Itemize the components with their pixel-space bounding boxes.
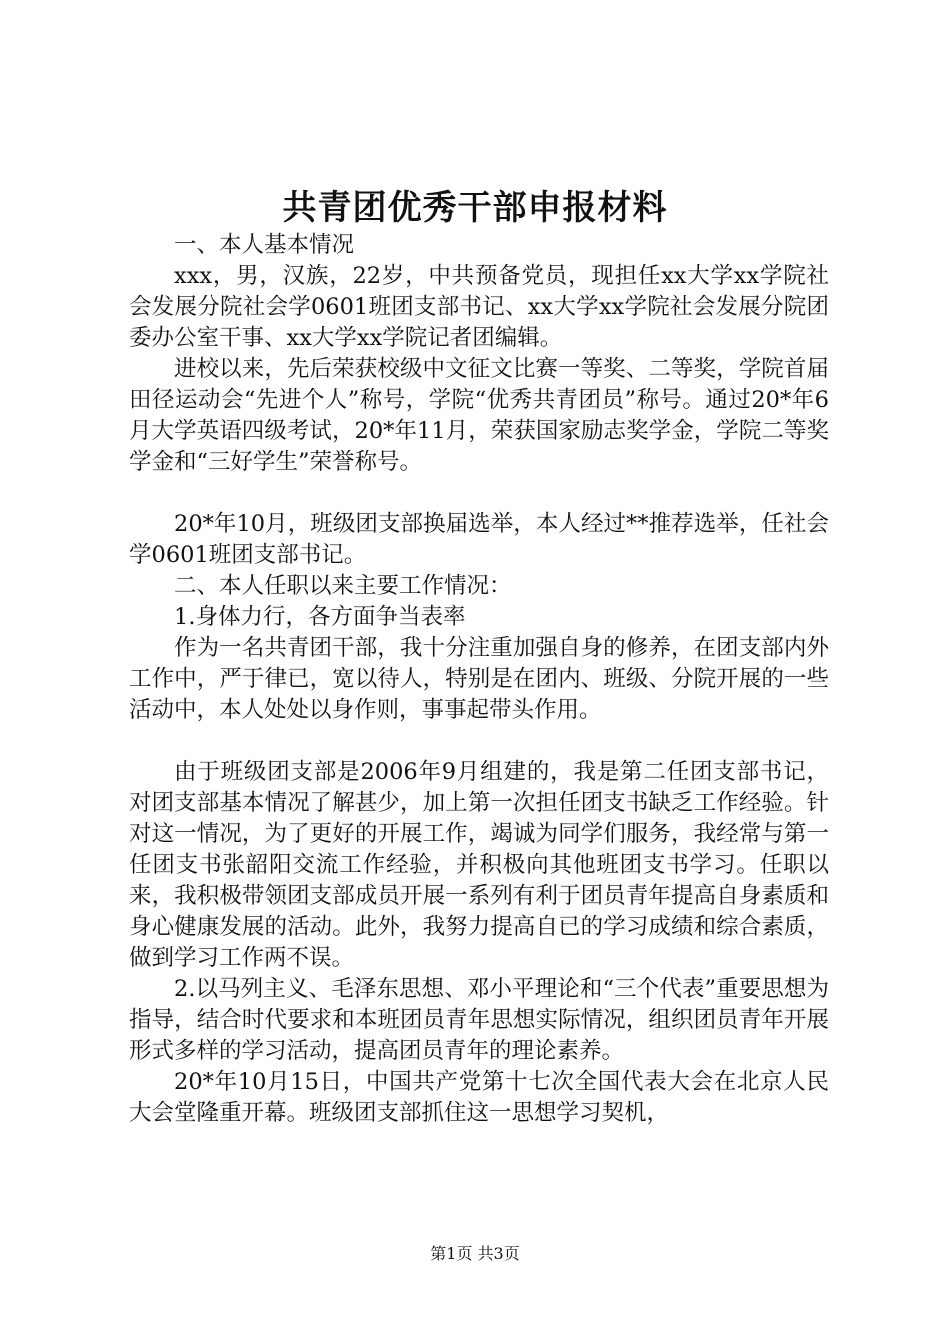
paragraph-awards: 进校以来，先后荣获校级中文征文比赛一等奖、二等奖，学院首届田径运动会“先进个人”称号，学院“优秀共青团员”称号。通过20*年6月大学英语四级考试，20*年11月，荣获国家励志奖学金，学院二等奖学金和“三好学生”荣誉称号。 [129,356,829,475]
paragraph-self-discipline: 作为一名共青团干部，我十分注重加强自身的修养，在团支部内外工作中，严于律已，宽以待人，特别是在团内、班级、分院开展的一些活动中，本人处处以身作则，事事起带头作用。 [129,635,829,723]
subheading-role-model: 1.身体力行，各方面争当表率 [174,604,466,630]
section-heading-basic-info: 一、本人基本情况 [174,232,355,258]
paragraph-congress: 20*年10月15日，中国共产党第十七次全国代表大会在北京人民大会堂隆重开幕。班级团支部抓住这一思想学习契机， [129,1069,829,1126]
section-heading-work: 二、本人任职以来主要工作情况： [174,573,512,599]
page-footer: 第1页 共3页 [430,1244,520,1263]
paragraph-election: 20*年10月，班级团支部换届选举，本人经过**推荐选举，任社会学0601班团支部书记。 [129,511,829,568]
paragraph-branch-work: 由于班级团支部是2006年9月组建的，我是第二任团支部书记，对团支部基本情况了解甚少，加上第一次担任团支书缺乏工作经验。针对这一情况，为了更好的开展工作，竭诚为同学们服务，我经常与第一任团支书张韶阳交流工作经验，并积极向其他班团支书学习。任职以来，我积极带领团支部成员开展一系列有利于团员青年提高自身素质和身心健康发展的活动。此外，我努力提高自已的学习成绩和综合素质，做到学习工作两不误。 [129,759,829,971]
paragraph-personal-info: xxx，男，汉族，22岁，中共预备党员，现担任xx大学xx学院社会发展分院社会学0601班团支部书记、xx大学xx学院社会发展分院团委办公室干事、xx大学xx学院记者团编辑。 [129,263,829,351]
document-body [129,230,829,1129]
document-title: 共青团优秀干部申报材料 [282,188,668,228]
subheading-theory-study: 2.以马列主义、毛泽东思想、邓小平理论和“三个代表”重要思想为指导，结合时代要求和本班团员青年思想实际情况，组织团员青年开展形式多样的学习活动，提高团员青年的理论素养。 [129,976,829,1064]
